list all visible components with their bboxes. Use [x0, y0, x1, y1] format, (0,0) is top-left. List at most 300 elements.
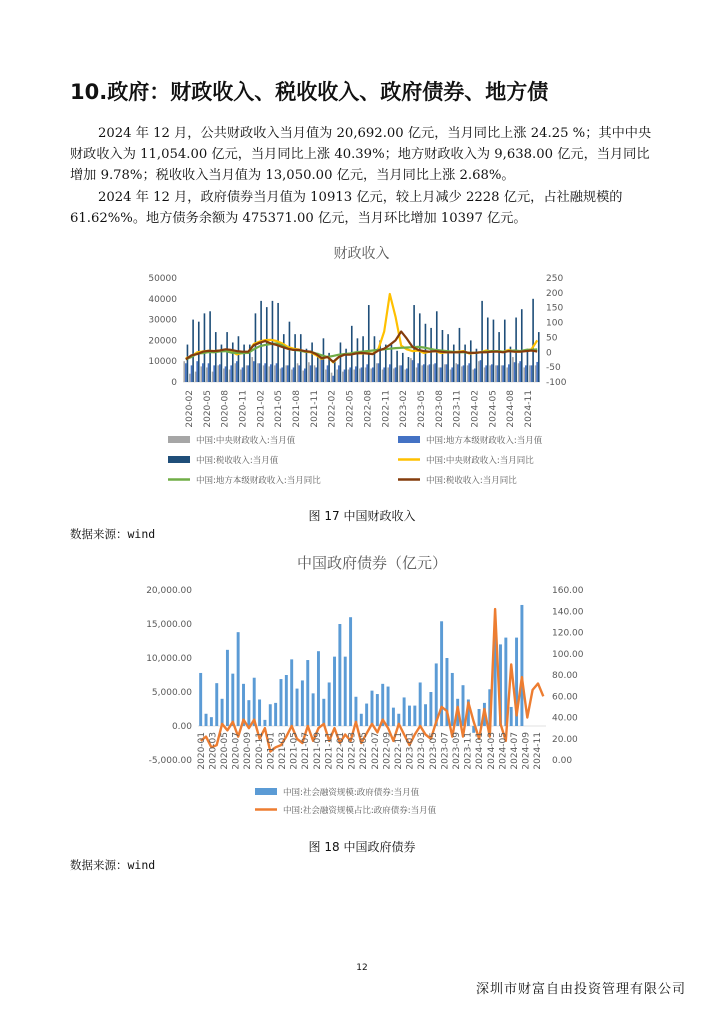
bar-chart17 [393, 368, 395, 382]
paragraph-fiscal-revenue: 2024 年 12 月，公共财政收入当月值为 20,692.00 亿元，当月同比上涨 24.25 %；其中中央财政收入为 11,054.00 亿元，当月同比上涨 40.39%；地方财政收入为 9,638.00 亿元，当月同比增加 9.78%；税收收入当月值为 13,050.00 亿元，当月同比上涨 2.68%。 [70, 126, 652, 183]
x-tick-label: 2021-05 [274, 390, 285, 428]
y2-tick-label: 0.00 [552, 756, 573, 766]
bar-chart17 [348, 370, 350, 382]
bar-chart17 [536, 362, 538, 382]
x-tick-label: 2021-01 [266, 732, 277, 770]
chart-title: 中国政府债券（亿元） [296, 554, 448, 572]
bar-chart18 [371, 691, 374, 726]
page-number: 12 [356, 963, 368, 973]
bar-chart18 [451, 673, 454, 726]
bar-chart17 [408, 357, 410, 382]
bar-chart17 [276, 363, 278, 382]
bar-chart17 [450, 370, 452, 382]
y-tick-label: 10,000.00 [146, 654, 192, 664]
bar-chart17 [446, 364, 448, 382]
bar-chart17 [223, 368, 225, 382]
x-tick-label: 2024-08 [506, 390, 517, 428]
bar-chart17 [291, 370, 293, 382]
x-tick-label: 2021-03 [278, 732, 288, 770]
y-tick-label: 50000 [148, 274, 177, 284]
bar-chart18 [365, 704, 368, 726]
y2-tick-label: 40.00 [552, 713, 578, 724]
bar-chart17 [525, 365, 527, 382]
bar-chart17 [240, 370, 242, 382]
company-footer: 深圳市财富自由投资管理有限公司 [475, 982, 686, 997]
bar-chart18 [285, 675, 288, 726]
bar-chart17 [451, 367, 453, 382]
bar-chart17 [200, 366, 202, 382]
legend-swatch [398, 436, 420, 443]
y2-tick-label: -100 [546, 378, 567, 388]
bar-chart18 [338, 624, 341, 726]
bar-chart17 [293, 367, 295, 382]
bar-chart17 [196, 361, 198, 382]
bar-chart17 [314, 365, 316, 382]
bar-chart18 [322, 699, 325, 726]
bar-chart17 [395, 367, 397, 382]
bar-chart17 [229, 370, 231, 382]
bar-chart17 [497, 365, 499, 382]
x-tick-label: 2020-08 [220, 390, 231, 428]
bar-chart17 [387, 367, 389, 382]
bar-chart17 [417, 363, 419, 382]
x-tick-label: 2023-05 [416, 390, 427, 428]
y2-tick-label: 100.00 [552, 649, 584, 660]
bar-chart17 [340, 342, 342, 382]
bar-chart17 [268, 366, 270, 382]
bar-chart17 [308, 362, 310, 382]
bar-chart17 [226, 332, 228, 382]
bar-chart17 [338, 365, 340, 382]
bar-chart17 [453, 345, 455, 382]
bar-chart18 [478, 709, 481, 726]
bar-chart17 [204, 313, 206, 382]
figure-18-caption: 图 18 中国政府债券 [308, 840, 416, 854]
bar-chart17 [489, 365, 491, 382]
bar-chart17 [327, 365, 329, 382]
bar-chart17 [287, 365, 289, 382]
bar-chart17 [274, 365, 276, 382]
bar-chart17 [264, 363, 266, 382]
bar-chart18 [231, 674, 234, 726]
y2-tick-label: 80.00 [552, 671, 578, 681]
bar-chart17 [427, 365, 429, 382]
x-tick-label: 2022-05 [345, 390, 356, 428]
bar-chart18 [221, 699, 224, 726]
bar-chart17 [391, 345, 393, 382]
bar-chart17 [512, 357, 514, 382]
x-tick-label: 2020-11 [238, 390, 249, 428]
figure-17-caption: 图 17 中国财政收入 [308, 509, 416, 523]
bar-chart18 [424, 704, 427, 726]
bar-chart17 [518, 363, 520, 382]
x-tick-label: 2024-02 [470, 390, 481, 428]
bar-chart17 [206, 367, 208, 382]
bar-chart17 [468, 363, 470, 382]
legend-label: 中国:地方本级财政收入:当月值 [426, 436, 543, 446]
legend-label: 中国:社会融资规模:政府债券:当月值 [283, 788, 420, 798]
x-tick-label: 2024-05 [498, 732, 509, 770]
bar-chart17 [433, 364, 435, 382]
bar-chart18 [274, 703, 277, 726]
x-tick-label: 2023-02 [399, 390, 410, 428]
bar-chart17 [362, 336, 364, 382]
x-tick-label: 2024-11 [524, 390, 535, 428]
bar-chart17 [368, 305, 370, 382]
bar-chart18 [210, 717, 213, 726]
bar-chart17 [280, 368, 282, 382]
bar-chart17 [538, 332, 540, 382]
bar-chart17 [304, 368, 306, 382]
x-tick-label: 2023-05 [428, 732, 439, 770]
bar-chart17 [185, 363, 187, 382]
bar-chart18 [408, 706, 411, 726]
bar-chart17 [429, 364, 431, 382]
x-tick-label: 2024-05 [488, 390, 499, 428]
bar-chart17 [474, 368, 476, 382]
bar-chart17 [306, 349, 308, 382]
bar-chart17 [366, 364, 368, 382]
x-tick-label: 2023-09 [452, 732, 462, 770]
x-tick-label: 2020-07 [231, 732, 242, 770]
x-tick-label: 2022-01 [336, 732, 346, 770]
bar-chart17 [412, 360, 414, 382]
bar-chart17 [344, 370, 346, 382]
bar-chart17 [263, 365, 265, 382]
x-tick-label: 2020-03 [208, 732, 219, 770]
y2-tick-label: 0 [546, 348, 552, 359]
bar-chart17 [187, 345, 189, 382]
bar-chart18 [360, 714, 363, 726]
bar-chart17 [410, 358, 412, 382]
bar-chart17 [514, 362, 516, 382]
bar-chart17 [383, 367, 385, 382]
bar-chart18 [247, 700, 250, 726]
bar-chart18 [205, 714, 208, 726]
bar-chart17 [463, 365, 465, 382]
bar-chart17 [236, 361, 238, 382]
bar-chart17 [498, 332, 500, 382]
y-tick-label: 30000 [148, 315, 177, 326]
x-tick-label: 2021-11 [309, 390, 320, 428]
y2-tick-label: 50 [546, 333, 558, 344]
bar-chart17 [421, 365, 423, 382]
legend-label: 中国:税收收入:当月同比 [426, 476, 517, 486]
y2-tick-label: 20.00 [552, 734, 578, 745]
bar-chart17 [310, 365, 312, 382]
bar-chart17 [423, 364, 425, 382]
bar-chart17 [535, 365, 537, 382]
bar-chart17 [332, 376, 334, 382]
x-tick-label: 2021-09 [312, 732, 323, 770]
x-tick-label: 2023-11 [452, 390, 463, 428]
x-tick-label: 2023-01 [405, 732, 416, 770]
bar-chart17 [243, 345, 245, 382]
x-tick-label: 2021-05 [289, 732, 300, 770]
bar-chart17 [430, 328, 432, 382]
legend-swatch [168, 436, 190, 443]
bar-chart18 [413, 706, 416, 726]
bar-chart17 [215, 332, 217, 382]
x-tick-label: 2021-07 [301, 732, 312, 770]
x-tick-label: 2024-11 [533, 732, 544, 770]
y2-tick-label: 250 [546, 274, 564, 284]
y2-tick-label: 120.00 [552, 628, 584, 639]
x-tick-label: 2020-09 [243, 732, 254, 770]
bar-chart17 [183, 361, 185, 382]
bar-chart17 [485, 365, 487, 382]
bar-chart17 [406, 368, 408, 382]
bar-chart17 [400, 365, 402, 382]
bar-chart18 [237, 632, 240, 726]
bar-chart17 [527, 349, 529, 382]
bar-chart17 [289, 322, 291, 382]
bar-chart17 [251, 357, 253, 382]
bar-chart17 [519, 361, 521, 382]
bar-chart18 [520, 605, 523, 726]
bar-chart17 [298, 365, 300, 382]
legend-label: 中国:中央财政收入:当月同比 [426, 456, 534, 466]
bar-chart17 [502, 365, 504, 382]
x-tick-label: 2020-05 [202, 390, 213, 428]
bar-chart17 [213, 365, 215, 382]
bar-chart17 [242, 367, 244, 382]
bar-chart17 [491, 364, 493, 382]
bar-chart17 [331, 373, 333, 382]
bar-chart17 [413, 305, 415, 382]
y-tick-label: -5,000.00 [148, 756, 192, 766]
figure-18-source: 数据来源：wind [70, 858, 156, 872]
chart-title: 财政收入 [333, 246, 390, 262]
legend-swatch [168, 456, 190, 463]
bar-chart17 [376, 363, 378, 382]
bar-chart17 [225, 366, 227, 382]
bar-chart17 [361, 367, 363, 382]
bar-chart17 [532, 299, 534, 382]
bar-chart17 [374, 336, 376, 382]
figure-17-source: 数据来源：wind [70, 527, 156, 541]
bar-chart17 [247, 365, 249, 382]
bar-chart17 [464, 345, 466, 382]
bar-chart17 [234, 363, 236, 382]
bar-chart18 [199, 673, 202, 726]
bar-chart17 [357, 338, 359, 382]
y-tick-label: 0.00 [171, 722, 192, 732]
bar-chart18 [301, 680, 304, 726]
bar-chart17 [270, 364, 272, 382]
x-tick-label: 2022-02 [327, 390, 338, 428]
x-tick-label: 2021-02 [256, 390, 267, 428]
legend-label: 中国:税收收入:当月值 [196, 456, 279, 466]
x-tick-label: 2022-08 [363, 390, 374, 428]
x-tick-label: 2022-11 [394, 732, 404, 770]
bar-chart17 [531, 365, 533, 382]
x-tick-label: 2022-05 [359, 732, 370, 770]
legend-label: 中国:地方本级财政收入:当月同比 [196, 476, 321, 486]
y2-tick-label: 140.00 [552, 607, 584, 618]
section-heading: 10.政府：财政收入、税收收入、政府债券、地方债 [70, 80, 549, 104]
bar-chart17 [521, 309, 523, 382]
government-bonds-chart [0, 548, 724, 824]
bar-chart17 [506, 367, 508, 382]
y2-tick-label: 160.00 [552, 586, 584, 596]
bar-chart17 [434, 363, 436, 382]
bar-chart18 [317, 651, 320, 726]
bar-chart18 [333, 657, 336, 726]
bar-chart18 [312, 693, 315, 726]
bar-chart17 [480, 360, 482, 382]
y2-tick-label: -50 [546, 363, 561, 374]
bar-chart17 [217, 365, 219, 382]
bar-chart18 [328, 682, 331, 726]
bar-chart17 [209, 311, 211, 382]
bar-chart18 [429, 692, 432, 726]
bar-chart17 [208, 363, 210, 382]
bar-chart17 [399, 365, 401, 382]
x-tick-label: 2024-03 [486, 732, 497, 770]
bar-chart17 [319, 358, 321, 382]
bar-chart17 [442, 330, 444, 382]
bar-chart17 [382, 370, 384, 382]
bar-chart17 [219, 364, 221, 382]
bar-chart17 [315, 367, 317, 382]
y-tick-label: 5,000.00 [151, 688, 192, 698]
bar-chart17 [238, 336, 240, 382]
y-tick-label: 20,000.00 [146, 586, 192, 596]
bar-chart17 [467, 365, 469, 382]
bar-chart18 [419, 682, 422, 726]
line-series-chart18 [201, 609, 544, 751]
y-tick-label: 20000 [148, 336, 177, 347]
x-tick-label: 2021-08 [292, 390, 303, 428]
bar-chart17 [438, 367, 440, 382]
bar-chart18 [290, 659, 293, 726]
bar-chart18 [462, 685, 465, 726]
bar-chart17 [440, 367, 442, 382]
bar-chart17 [195, 372, 197, 382]
bar-chart17 [455, 363, 457, 382]
bar-chart17 [481, 301, 483, 382]
bar-chart18 [263, 720, 266, 726]
bar-chart18 [306, 660, 309, 726]
bar-chart17 [257, 363, 259, 382]
x-tick-label: 2022-03 [347, 732, 358, 770]
bar-chart18 [280, 679, 283, 726]
bar-chart17 [246, 365, 248, 382]
bar-chart17 [191, 365, 193, 382]
y2-tick-label: 60.00 [552, 692, 578, 703]
bar-chart17 [342, 372, 344, 382]
bar-chart18 [392, 708, 395, 726]
bar-chart17 [192, 320, 194, 382]
x-tick-label: 2022-09 [382, 732, 393, 770]
x-tick-label: 2024-07 [510, 732, 520, 770]
bar-chart17 [508, 364, 510, 382]
x-tick-label: 2023-07 [440, 732, 451, 770]
bar-chart17 [321, 359, 323, 382]
bar-chart17 [484, 367, 486, 382]
bar-chart17 [336, 370, 338, 382]
y-tick-label: 0 [171, 378, 177, 388]
bar-chart17 [272, 301, 274, 382]
y-tick-label: 15,000.00 [146, 620, 192, 630]
bar-chart17 [302, 371, 304, 382]
bar-chart17 [416, 367, 418, 382]
legend-swatch [255, 788, 277, 795]
x-tick-label: 2024-01 [475, 732, 486, 770]
bar-chart17 [300, 334, 302, 382]
x-tick-label: 2022-11 [381, 390, 392, 428]
bar-chart17 [370, 368, 372, 382]
x-tick-label: 2024-09 [521, 732, 532, 770]
bar-chart17 [461, 366, 463, 382]
bar-chart17 [283, 334, 285, 382]
bar-chart17 [311, 342, 313, 382]
bar-chart17 [232, 342, 234, 382]
bar-chart18 [215, 683, 218, 726]
bar-chart18 [269, 704, 272, 726]
bar-chart17 [470, 340, 472, 382]
y2-tick-label: 100 [546, 318, 564, 329]
bar-chart17 [202, 363, 204, 382]
bar-chart17 [285, 365, 287, 382]
x-tick-label: 2022-07 [370, 732, 381, 770]
bar-chart17 [459, 328, 461, 382]
bar-chart18 [349, 617, 352, 726]
bar-chart17 [457, 364, 459, 382]
bar-chart17 [372, 367, 374, 382]
legend-label: 中国:社会融资规模占比:政府债券:当月值 [283, 806, 437, 816]
x-tick-label: 2020-05 [220, 732, 230, 770]
bar-chart17 [325, 370, 327, 382]
x-tick-label: 2023-03 [417, 732, 428, 770]
bar-chart17 [404, 370, 406, 382]
y-tick-label: 40000 [148, 294, 177, 305]
bar-chart17 [447, 334, 449, 382]
bar-chart17 [353, 370, 355, 382]
bar-chart17 [495, 365, 497, 382]
x-tick-label: 2023-08 [434, 390, 445, 428]
bar-chart17 [396, 351, 398, 382]
bar-chart17 [297, 363, 299, 382]
bar-chart17 [281, 367, 283, 382]
bar-chart17 [472, 370, 474, 382]
bar-chart17 [230, 365, 232, 382]
x-tick-label: 2020-01 [196, 732, 207, 770]
bar-chart18 [258, 699, 261, 726]
bar-chart17 [349, 367, 351, 382]
bar-chart17 [436, 311, 438, 382]
bar-chart17 [389, 364, 391, 382]
y2-tick-label: 200 [546, 288, 564, 299]
y2-tick-label: 150 [546, 303, 564, 314]
bar-chart17 [444, 364, 446, 382]
bar-chart17 [501, 365, 503, 382]
bar-chart17 [259, 363, 261, 382]
bar-chart17 [359, 368, 361, 382]
bar-chart17 [365, 367, 367, 382]
bar-chart17 [294, 334, 296, 382]
bar-chart18 [344, 657, 347, 726]
x-tick-label: 2020-02 [184, 390, 195, 428]
bar-chart17 [523, 367, 525, 382]
bar-chart17 [378, 363, 380, 382]
x-tick-label: 2021-11 [324, 732, 335, 770]
x-tick-label: 2020-11 [254, 732, 265, 770]
bar-chart18 [296, 689, 299, 726]
bar-chart17 [253, 361, 255, 382]
bar-chart17 [189, 374, 191, 382]
